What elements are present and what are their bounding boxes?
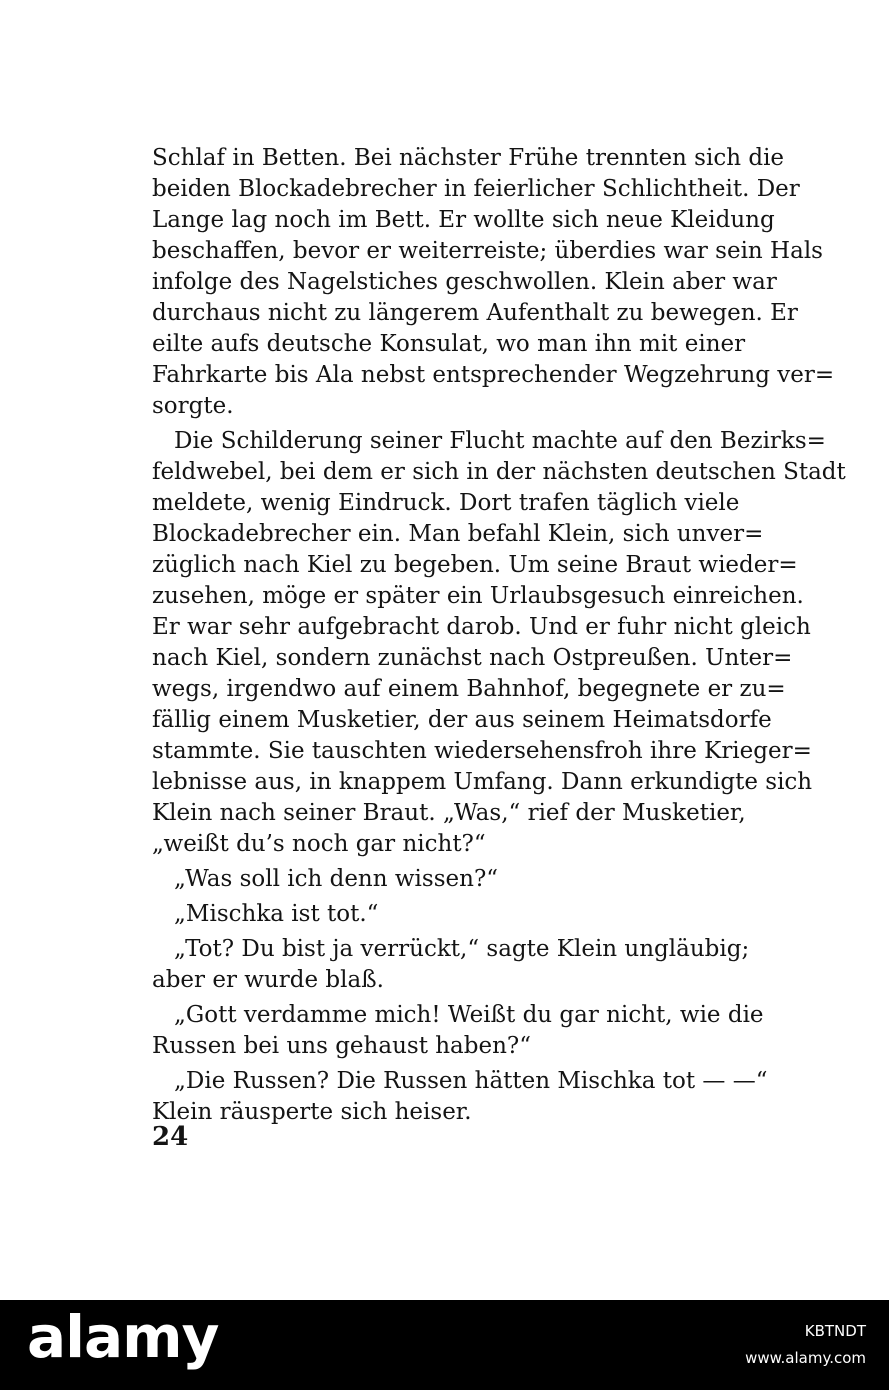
text-line: Er war sehr aufgebracht darob. Und er fuhr nicht gleich: [152, 614, 811, 640]
text-line: Die Schilderung seiner Flucht machte auf den Bezirks=: [174, 428, 826, 454]
text-line: wegs, irgendwo auf einem Bahnhof, begegnete er zu=: [152, 676, 786, 702]
text-line: Klein nach seiner Braut. „Was,“ rief der Musketier,: [152, 800, 746, 826]
text-line: „Die Russen? Die Russen hätten Mischka tot — —“: [174, 1068, 768, 1094]
text-line: lebnisse aus, in knappem Umfang. Dann erkundigte sich: [152, 769, 813, 795]
text-line: Blockadebrecher ein. Man befahl Klein, sich unver=: [152, 521, 764, 547]
text-line: Lange lag noch im Bett. Er wollte sich neue Kleidung: [152, 207, 775, 233]
site-url-label: www.alamy.com: [745, 1349, 866, 1367]
text-line: durchaus nicht zu längerem Aufenthalt zu bewegen. Er: [152, 300, 798, 326]
text-line: infolge des Nagelstiches geschwollen. Klein aber war: [152, 269, 777, 295]
text-line: stammte. Sie tauschten wiedersehensfroh ihre Krieger=: [152, 738, 812, 764]
text-line: aber er wurde blaß.: [152, 967, 384, 993]
text-line: Schlaf in Betten. Bei nächster Frühe trennten sich die: [152, 145, 785, 171]
text-line: meldete, wenig Eindruck. Dort trafen täglich viele: [152, 490, 740, 516]
text-line: „Was soll ich denn wissen?“: [174, 866, 499, 892]
text-line: beschaffen, bevor er weiterreiste; überdies war sein Hals: [152, 238, 823, 264]
text-line: fällig einem Musketier, der aus seinem Heimatsdorfe: [152, 707, 772, 733]
alamy-logo: alamy: [27, 1303, 219, 1371]
page-number: 24: [152, 1122, 189, 1152]
body-text: [152, 143, 846, 1128]
text-line: sorgte.: [152, 393, 234, 419]
text-line: Klein räusperte sich heiser.: [152, 1099, 472, 1125]
text-line: „Mischka ist tot.“: [174, 901, 379, 927]
text-line: Russen bei uns gehaust haben?“: [152, 1033, 532, 1059]
text-line: beiden Blockadebrecher in feierlicher Schlichtheit. Der: [152, 176, 800, 202]
text-line: „weißt du’s noch gar nicht?“: [152, 831, 486, 857]
text-line: zusehen, möge er später ein Urlaubsgesuch einreichen.: [152, 583, 804, 609]
text-line: züglich nach Kiel zu begeben. Um seine Braut wieder=: [152, 552, 798, 578]
text-line: feldwebel, bei dem er sich in der nächsten deutschen Stadt: [152, 459, 846, 485]
text-line: nach Kiel, sondern zunächst nach Ostpreußen. Unter=: [152, 645, 793, 671]
text-line: eilte aufs deutsche Konsulat, wo man ihn mit einer: [152, 331, 746, 357]
text-line: Fahrkarte bis Ala nebst entsprechender Wegzehrung ver=: [152, 362, 835, 388]
image-id-label: KBTNDT: [804, 1322, 866, 1340]
text-line: „Tot? Du bist ja verrückt,“ sagte Klein ungläubig;: [174, 936, 750, 962]
text-line: „Gott verdamme mich! Weißt du gar nicht, wie die: [174, 1002, 764, 1028]
